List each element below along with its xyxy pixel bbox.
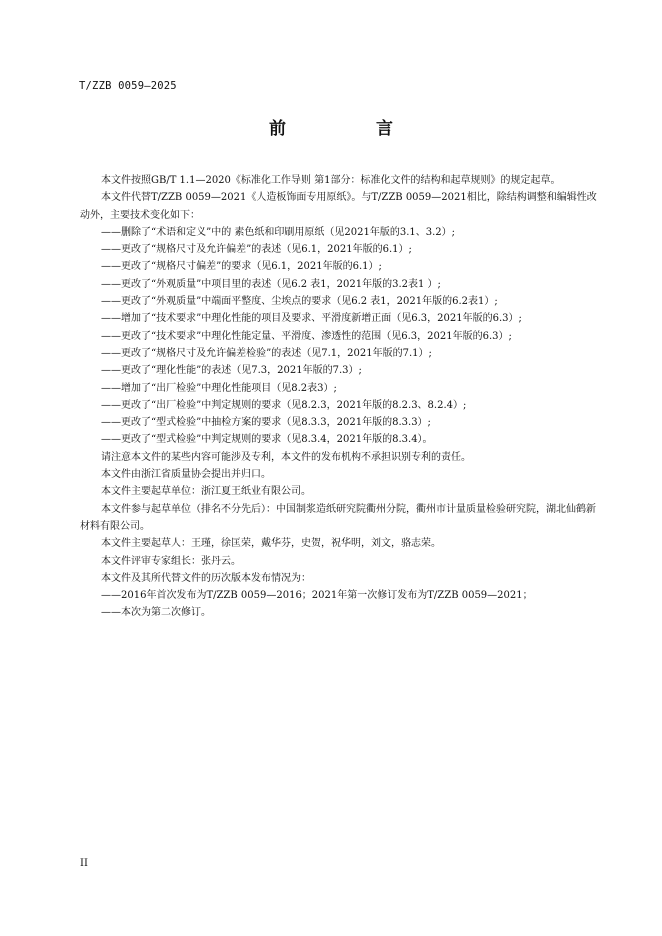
list-item: ——更改了“型式检验”中抽检方案的要求（见8.3.3，2021年版的8.3.3）;: [101, 417, 431, 429]
list-item: ——增加了“技术要求”中理化性能的项目及要求、平滑度新增正面（见6.3，2021年版的6.3）;: [101, 313, 522, 325]
list-item: ——更改了“理化性能”的表述（见7.3，2021年版的7.3）;: [101, 365, 362, 377]
paragraph: 本文件主要起草单位：浙江夏王纸业有限公司。: [101, 486, 311, 498]
paragraph: 本文件及其所代替文件的历次版本发布情况为：: [101, 572, 311, 584]
paragraph: 本文件评审专家组长：张丹云。: [101, 555, 241, 567]
page-number: II: [80, 858, 88, 869]
list-item: ——更改了“外观质量”中项目里的表述（见6.2 表1，2021年版的3.2表1 ）;: [101, 278, 441, 290]
list-item: ——增加了“出厂检验”中理化性能项目（见8.2表3）;: [101, 382, 337, 394]
list-item: ——本次为第二次修订。: [101, 607, 211, 619]
document-number: T/ZZB 0059—2025: [79, 80, 177, 92]
list-item: ——更改了“规格尺寸偏差”的要求（见6.1，2021年版的6.1）;: [101, 261, 382, 273]
list-item: ——更改了“规格尺寸及允许偏差”的表述（见6.1，2021年版的6.1）;: [101, 244, 412, 256]
paragraph: 本文件代替T/ZZB 0059—2021《人造板饰面专用原纸》。与T/ZZB 0059—2021相比，除结构调整和编辑性改动外，主要技术变化如下：: [80, 192, 597, 221]
paragraph: 本文件由浙江省质量协会提出并归口。: [101, 469, 271, 481]
list-item: ——删除了“术语和定义”中的 素色纸和印刷用原纸（见2021年版的3.1、3.2）;: [101, 226, 456, 238]
list-item: ——更改了“型式检验”中判定规则的要求（见8.3.4，2021年版的8.3.4）。: [101, 434, 433, 446]
list-item: ——2016年首次发布为T/ZZB 0059—2016；2021年第一次修订发布为T/ZZB 0059—2021；: [101, 590, 533, 602]
document-body: [80, 172, 604, 622]
list-item: ——更改了“外观质量”中端面平整度、尘埃点的要求（见6.2 表1，2021年版的6.2表1）;: [101, 296, 498, 308]
page-title: 前 言: [269, 119, 435, 139]
paragraph: 本文件按照GB/T 1.1—2020《标准化工作导则 第1部分：标准化文件的结构和起草规则》的规定起草。: [101, 175, 561, 186]
paragraph: 本文件主要起草人：王瑾，徐匡荣，戴华芬，史贺，祝华明，刘文，骆志荣。: [101, 538, 441, 550]
paragraph: 请注意本文件的某些内容可能涉及专利，本文件的发布机构不承担识别专利的责任。: [101, 451, 471, 463]
list-item: ——更改了“出厂检验”中判定规则的要求（见8.2.3，2021年版的8.2.3、8.2.4）;: [101, 399, 467, 411]
list-item: ——更改了“规格尺寸及允许偏差检验”的表述（见7.1，2021年版的7.1）;: [101, 347, 432, 359]
paragraph: 本文件参与起草单位（排名不分先后）：中国制浆造纸研究院衢州分院，衢州市计量质量检验研究院，湖北仙鹤新材料有限公司。: [80, 503, 596, 532]
list-item: ——更改了“技术要求”中理化性能定量、平滑度、渗透性的范围（见6.3，2021年版的6.3）;: [101, 330, 512, 342]
history-list: [80, 587, 604, 622]
change-list: [80, 224, 604, 449]
